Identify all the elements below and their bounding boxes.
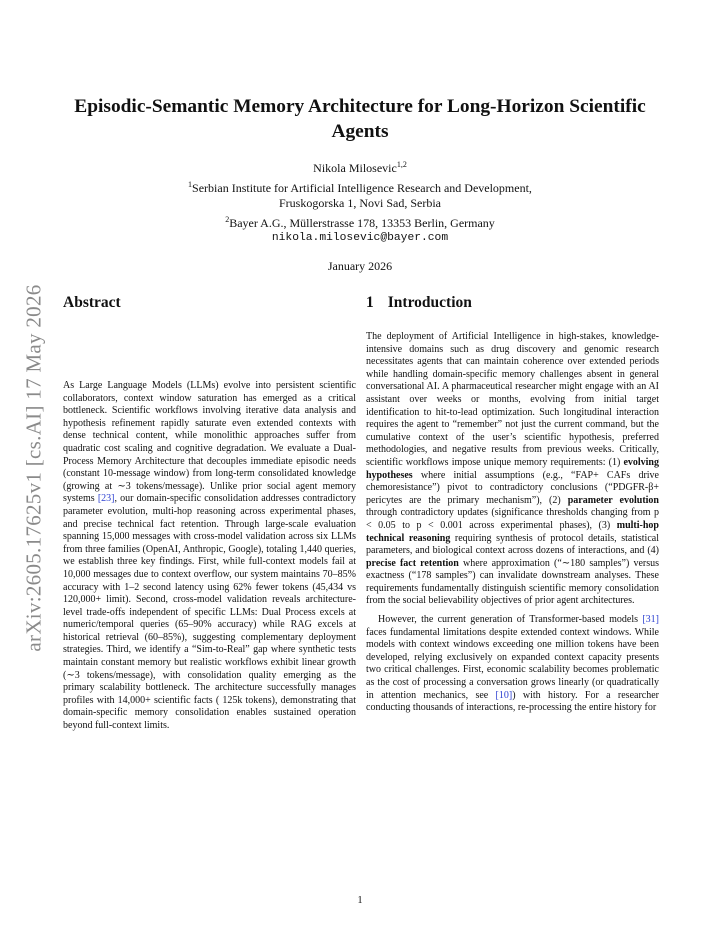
affiliation-1: $^1$Serbian Institute for Artificial Intelligence Research and Development, <box>188 179 532 195</box>
citation-link[interactable]: [10] <box>495 689 513 701</box>
paper-title: Episodic-Semantic Memory Architecture for Long-Horizon Scientific Agents <box>74 96 646 142</box>
author-name-line <box>60 157 660 177</box>
intro-paragraph-1: The deployment of Artificial Intelligence in high-stakes, knowledge-intensive domains such as drug discovery and genomic research necessitates agents that can maintain coherence over extended periods while handling domain-specific memory challenges absent in general conversational AI. A pharmaceutical researcher might engage with an AI assistant over weeks or months, evolving from initial target identification to hit-to-lead optimization. Such longitudinal interaction requires the agent to “remember” not just the current command, but the cumulative context of the user’s scientific hypothesis, preferred methodologies, and negative results from previous weeks. Critically, scientific workflows impose unique memory requirements: (1) evolving hypotheses where initial assumptions (e.g., “FAP+ CAFs drive chemoresistance”) pivot to contradictory conclusions (“PDGFR-β+ pericytes are the primary mechanism”), (2) parameter evolution through contradictory updates (significance thresholds changing from p < 0.05 to p < 0.001 across experimental phases), (3) multi-hop technical reasoning requiring synthesis of protocol details, statistical parameters, and biological context across dozens of interactions, and (4) precise fact retention where approximation (“∼180 samples”) versus exactness (“178 samples”) can invalidate downstream analyses. These requirements fundamentally distinguish scientific memory consolidation from the social believability objectives of prior agent architectures. <box>366 331 659 607</box>
author-block <box>60 157 660 247</box>
citation-link[interactable]: [31] <box>642 614 659 626</box>
arxiv-identifier-text: arXiv:2605.17625v1 [cs.AI] 17 May 2026 <box>21 284 46 652</box>
abstract-column <box>63 293 356 733</box>
author-name: Nikola Milosevic <box>313 161 397 175</box>
introduction-column <box>366 293 659 715</box>
page-number: 1 <box>357 895 363 906</box>
affiliation-2: $^2$Bayer A.G., Müllerstrasse 178, 13353 Berlin, Germany <box>225 214 495 230</box>
introduction-body <box>366 331 659 715</box>
arxiv-identifier <box>14 262 54 674</box>
affiliation-1-address: Fruskogorska 1, Novi Sad, Serbia <box>279 196 441 210</box>
intro-paragraph-2: However, the current generation of Transformer-based models [31] faces fundamental limitations despite extended context windows. While models with context windows exceeding one million tokens have been developed, relying exclusively on expanded context capacity presents two critical challenges. First, economic scalability becomes problematic as the cost of processing a conversation grows linearly (or quadratically in attention mechanics, see [10]) with history. For a researcher conducting thousands of interactions, re-processing the entire history for <box>366 614 659 714</box>
paper-header <box>60 94 660 274</box>
section-title: Introduction <box>387 294 472 311</box>
author-affiliation-marker: 1,2 <box>396 160 407 169</box>
author-email: nikola.milosevic@bayer.com <box>271 232 449 244</box>
abstract-body: As Large Language Models (LLMs) evolve into persistent scientific collaborators, context window saturation has emerged as a critical bottleneck. Scientific workflows involving iterative data analysis and hypothesis refinement rapidly saturate even extended contexts with dense technical content, while monolithic approaches suffer from quadratic cost scaling and cognitive degradation. We evaluate a Dual-Process Memory Architecture that decouples immediate episodic needs (constant 10-message window) from long-term consolidated knowledge (growing at ∼3 tokens/message). Unlike prior social agent memory systems [23], our domain-specific consolidation addresses contradictory parameter evolution, multi-hop reasoning across experimental phases, and precise technical fact retention. Through large-scale evaluation spanning 15,000 messages with cross-model validation across six LLMs from three families (OpenAI, Anthropic, Google), totaling 1,440 queries, we establish three key findings. First, while full-context models fail at 10,000 messages due to context overflow, our system maintains 70–85% accuracy with 1–2 second latency using 62% fewer tokens (45,434 vs 120,000+ limit). Second, cross-model validation reveals architecture-level trade-offs independent of specific LLMs: Dual Process excels at numeric/temporal queries (65–90% accuracy) while RAG excels at historical retrieval (60–85%), suggesting complementary deployment strategies. Third, we identify a “Sim-to-Real” gap where synthetic tests maintain constant memory but realistic workflows exhibit linear growth (∼3 tokens/message), with consolidation quality emerging as the primary scalability bottleneck. The architecture successfully manages profiles with 14,000+ scientific facts ( 125k tokens), demonstrating that domain-specific memory consolidation enables sustained operation beyond full-context limits. <box>63 380 357 732</box>
citation-link[interactable]: [23] <box>97 493 115 505</box>
paper-date: January 2026 <box>327 258 393 273</box>
abstract-heading: Abstract <box>63 294 121 311</box>
section-number: 1 <box>366 294 374 311</box>
introduction-heading <box>366 293 659 313</box>
